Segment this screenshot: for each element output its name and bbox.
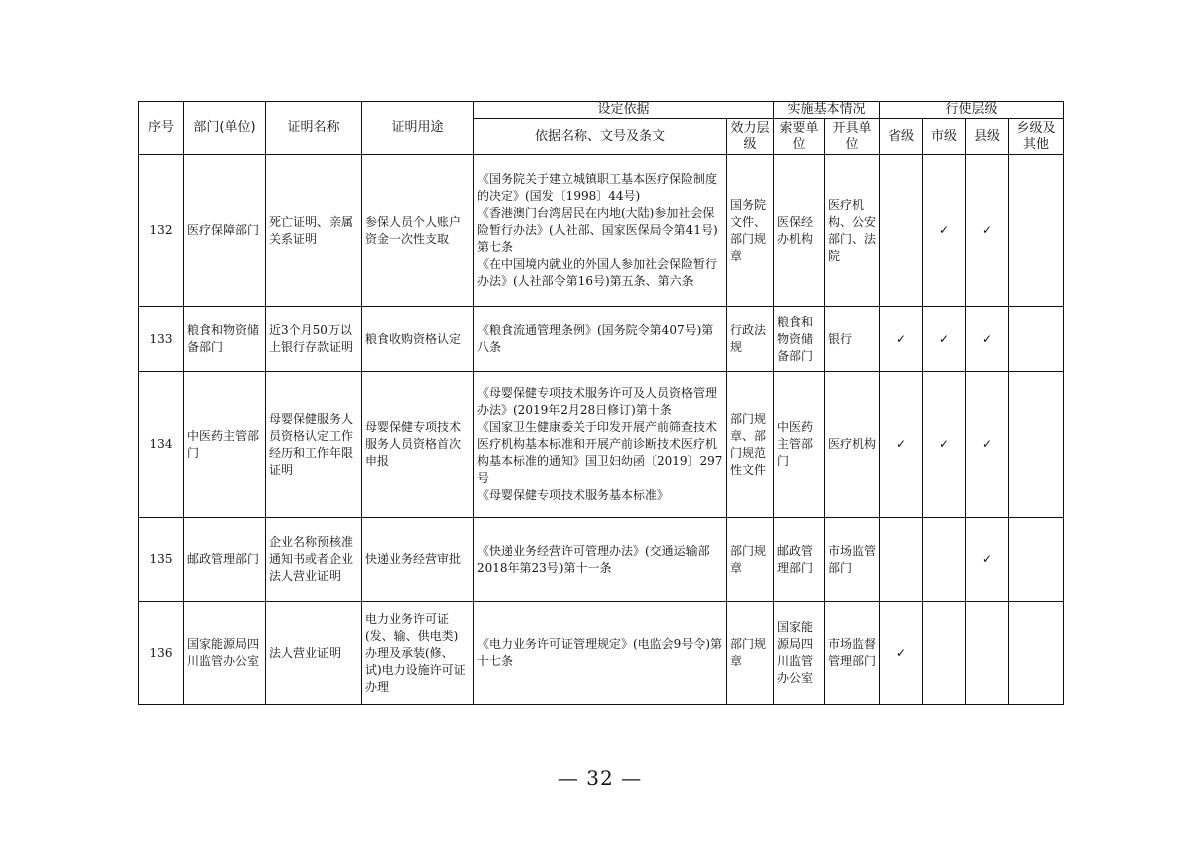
header-exercise-level-group: 行使层级 bbox=[880, 102, 1064, 119]
row-township-check bbox=[1009, 602, 1064, 705]
basis-entry: 《在中国境内就业的外国人参加社会保险暂行办法》(人社部令第16号)第五条、第六条 bbox=[477, 257, 718, 288]
certificate-table bbox=[138, 101, 1064, 705]
row-cert-use: 电力业务许可证(发、输、供电类)办理及承装(修、试)电力设施许可证办理 bbox=[362, 602, 474, 705]
basis-entry: 《母婴保健专项技术服务许可及人员资格管理办法》(2019年2月28日修订)第十条 bbox=[477, 386, 718, 417]
row-issuing-unit: 市场监督管理部门 bbox=[825, 602, 880, 705]
row-cert-use: 母婴保健专项技术服务人员资格首次申报 bbox=[362, 372, 474, 518]
row-province-check bbox=[880, 155, 923, 307]
basis-entry: 《国务院关于建立城镇职工基本医疗保险制度的决定》(国发〔1998〕44号) bbox=[477, 172, 718, 203]
header-issuing-unit: 开具单位 bbox=[825, 119, 880, 155]
row-department: 邮政管理部门 bbox=[184, 518, 266, 602]
row-township-check bbox=[1009, 518, 1064, 602]
row-requesting-unit: 粮食和物资储备部门 bbox=[774, 307, 825, 372]
header-department: 部门(单位) bbox=[184, 102, 266, 155]
row-province-check: ✓ bbox=[880, 602, 923, 705]
row-issuing-unit: 银行 bbox=[825, 307, 880, 372]
row-city-check: ✓ bbox=[923, 372, 966, 518]
row-effect-level: 国务院文件、部门规章 bbox=[727, 155, 774, 307]
row-city-check: ✓ bbox=[923, 307, 966, 372]
basis-entry: 《母婴保健专项技术服务基本标准》 bbox=[477, 488, 670, 502]
table-row bbox=[139, 307, 1064, 372]
table-row bbox=[139, 518, 1064, 602]
table-header bbox=[139, 102, 1064, 155]
row-city-check: ✓ bbox=[923, 155, 966, 307]
row-cert-name: 法人营业证明 bbox=[266, 602, 362, 705]
header-basis-name: 依据名称、文号及条文 bbox=[474, 119, 727, 155]
row-issuing-unit: 医疗机构 bbox=[825, 372, 880, 518]
row-county-check: ✓ bbox=[966, 307, 1009, 372]
row-county-check: ✓ bbox=[966, 155, 1009, 307]
row-requesting-unit: 医保经办机构 bbox=[774, 155, 825, 307]
row-effect-level: 部门规章 bbox=[727, 602, 774, 705]
row-index: 134 bbox=[139, 372, 184, 518]
row-city-check bbox=[923, 518, 966, 602]
header-cert-name: 证明名称 bbox=[266, 102, 362, 155]
row-index: 132 bbox=[139, 155, 184, 307]
row-cert-use: 快递业务经营审批 bbox=[362, 518, 474, 602]
page-number: — 32 — bbox=[557, 766, 643, 790]
header-city: 市级 bbox=[923, 119, 966, 155]
header-basis-group: 设定依据 bbox=[474, 102, 774, 119]
row-department: 中医药主管部门 bbox=[184, 372, 266, 518]
header-county: 县级 bbox=[966, 119, 1009, 155]
row-township-check bbox=[1009, 307, 1064, 372]
row-cert-use: 参保人员个人账户资金一次性支取 bbox=[362, 155, 474, 307]
header-implementation-group: 实施基本情况 bbox=[774, 102, 880, 119]
row-province-check bbox=[880, 518, 923, 602]
basis-entry: 《国家卫生健康委关于印发开展产前筛查技术医疗机构基本标准和开展产前诊断技术医疗机构基本标准的通知》国卫妇幼函〔2019〕297号 bbox=[477, 420, 723, 485]
row-issuing-unit: 市场监管部门 bbox=[825, 518, 880, 602]
basis-entry: 《快递业务经营许可管理办法》(交通运输部2018年第23号)第十一条 bbox=[477, 543, 710, 575]
table-body bbox=[139, 155, 1064, 705]
header-index: 序号 bbox=[139, 102, 184, 155]
table-row bbox=[139, 372, 1064, 518]
table-row bbox=[139, 155, 1064, 307]
row-effect-level: 部门规章、部门规范性文件 bbox=[727, 372, 774, 518]
row-basis bbox=[474, 155, 727, 307]
basis-entry: 《香港澳门台湾居民在内地(大陆)参加社会保险暂行办法》(人社部、国家医保局令第41号)第七条 bbox=[477, 206, 718, 254]
row-index: 135 bbox=[139, 518, 184, 602]
row-basis bbox=[474, 307, 727, 372]
row-cert-name: 死亡证明、亲属关系证明 bbox=[266, 155, 362, 307]
row-department: 医疗保障部门 bbox=[184, 155, 266, 307]
row-cert-use: 粮食收购资格认定 bbox=[362, 307, 474, 372]
row-effect-level: 行政法规 bbox=[727, 307, 774, 372]
header-effect-level: 效力层级 bbox=[727, 119, 774, 155]
header-requesting-unit: 索要单位 bbox=[774, 119, 825, 155]
header-cert-use: 证明用途 bbox=[362, 102, 474, 155]
row-effect-level: 部门规章 bbox=[727, 518, 774, 602]
row-index: 136 bbox=[139, 602, 184, 705]
basis-entry: 《电力业务许可证管理规定》(电监会9号令)第十七条 bbox=[477, 637, 722, 668]
row-department: 国家能源局四川监管办公室 bbox=[184, 602, 266, 705]
row-province-check: ✓ bbox=[880, 307, 923, 372]
row-county-check: ✓ bbox=[966, 372, 1009, 518]
row-issuing-unit: 医疗机构、公安部门、法院 bbox=[825, 155, 880, 307]
row-department: 粮食和物资储备部门 bbox=[184, 307, 266, 372]
row-requesting-unit: 邮政管理部门 bbox=[774, 518, 825, 602]
row-cert-name: 母婴保健服务人员资格认定工作经历和工作年限证明 bbox=[266, 372, 362, 518]
row-province-check: ✓ bbox=[880, 372, 923, 518]
row-basis bbox=[474, 372, 727, 518]
header-province: 省级 bbox=[880, 119, 923, 155]
row-basis bbox=[474, 518, 727, 602]
row-county-check bbox=[966, 602, 1009, 705]
row-requesting-unit: 中医药主管部门 bbox=[774, 372, 825, 518]
table-row bbox=[139, 602, 1064, 705]
row-township-check bbox=[1009, 155, 1064, 307]
row-cert-name: 近3个月50万以上银行存款证明 bbox=[266, 307, 362, 372]
row-index: 133 bbox=[139, 307, 184, 372]
row-requesting-unit: 国家能源局四川监管办公室 bbox=[774, 602, 825, 705]
row-township-check bbox=[1009, 372, 1064, 518]
row-city-check bbox=[923, 602, 966, 705]
header-township: 乡级及其他 bbox=[1009, 119, 1064, 155]
row-county-check: ✓ bbox=[966, 518, 1009, 602]
basis-entry: 《粮食流通管理条例》(国务院令第407号)第八条 bbox=[477, 323, 714, 354]
row-basis bbox=[474, 602, 727, 705]
row-cert-name: 企业名称预核准通知书或者企业法人营业证明 bbox=[266, 518, 362, 602]
